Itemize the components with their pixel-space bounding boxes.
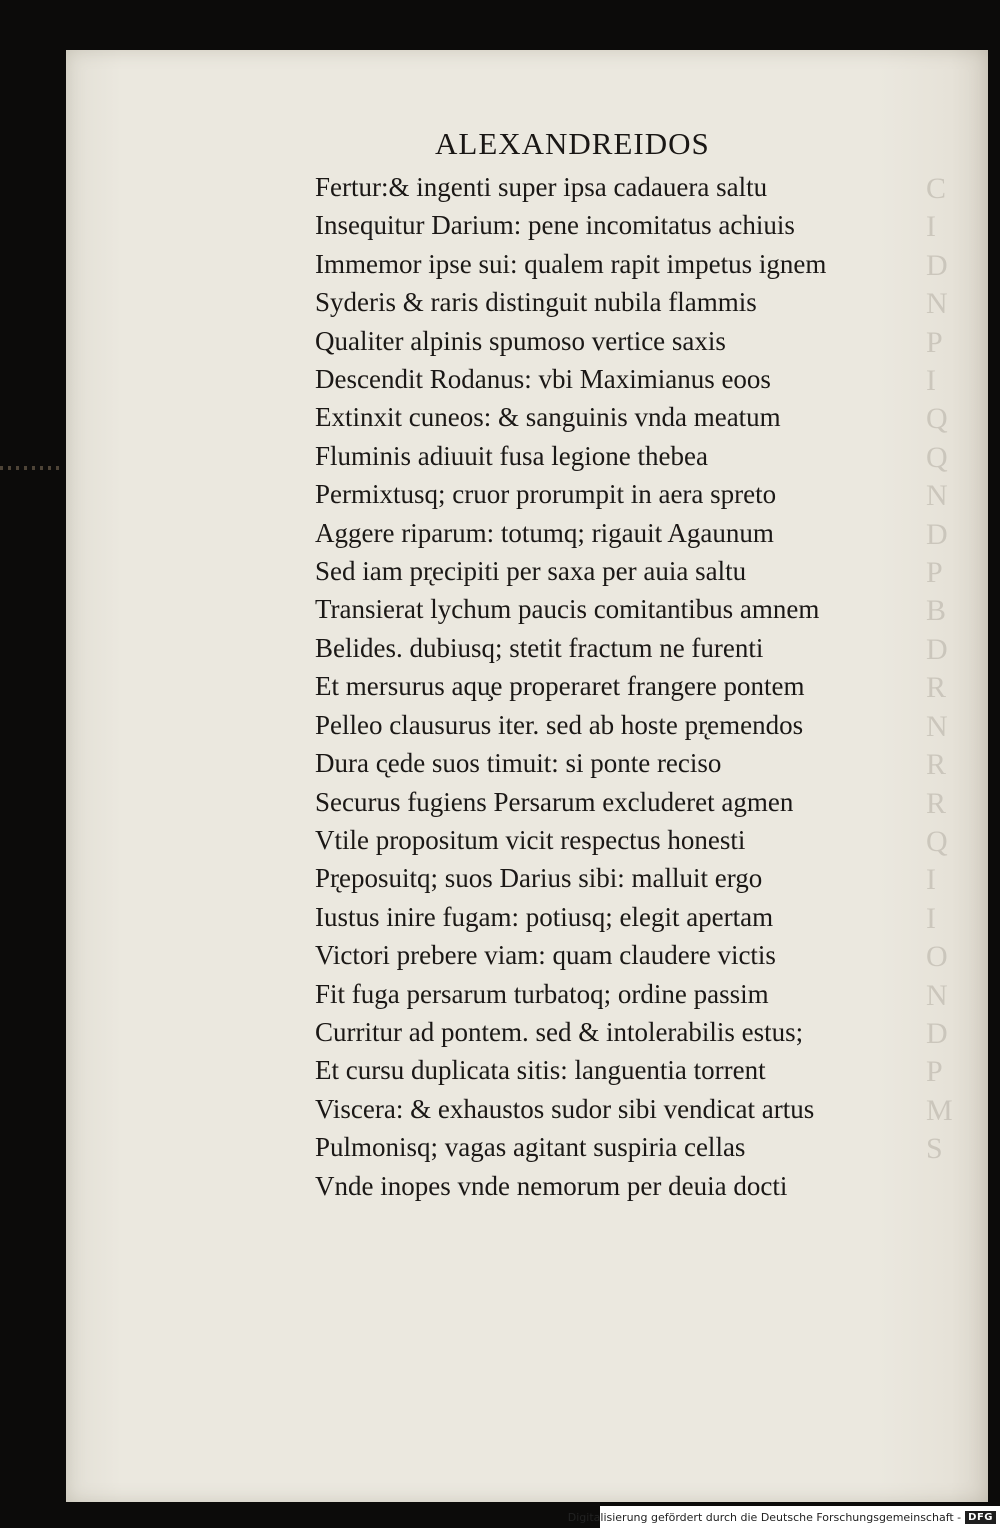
footer-bar: [567, 1506, 1000, 1528]
dfg-logo-icon: DFG: [965, 1511, 996, 1524]
bleed-through-text: C I D N P I Q Q N D P B D R N R R Q I I O N D P M S: [926, 172, 953, 1166]
verse-line: Pulmonisq; vagas agitant suspiria cellas: [315, 1132, 746, 1163]
verse-line: Qualiter alpinis spumoso vertice saxis: [315, 325, 726, 356]
verse-line: Victori prebere viam: quam claudere victis: [315, 940, 776, 971]
verse-line: Extinxit cuneos: & sanguinis vnda meatum: [315, 402, 781, 433]
verse-line: Descendit Rodanus: vbi Maximianus eoos: [315, 364, 771, 395]
verse-line: Pelleo clausurus iter. sed ab hoste pr̨emendos: [315, 709, 804, 740]
verse-line: Fluminis adiuuit fusa legione thebea: [315, 440, 708, 471]
verse-line: Iustus inire fugam: potiusq; elegit apertam: [315, 901, 774, 932]
verse-line: Pr̨eposuitq; suos Darius sibi: malluit ergo: [315, 863, 763, 894]
verse-line: Dura c̨ede suos timuit: si ponte reciso: [315, 748, 722, 779]
verse-list: [315, 168, 826, 1205]
verse-line: Et cursu duplicata sitis: languentia torrent: [315, 1055, 766, 1086]
running-head: ALEXANDREIDOS: [435, 126, 710, 161]
verse-line: Insequitur Darium: pene incomitatus achiuis: [315, 210, 795, 241]
verse-line: Vnde inopes vnde nemorum per deuia docti: [315, 1170, 788, 1201]
verse-line: Viscera: & exhaustos sudor sibi vendicat artus: [315, 1093, 815, 1124]
verse-line: Vtile propositum vicit respectus honesti: [315, 824, 746, 855]
verse-line: Fit fuga persarum turbatoq; ordine passim: [315, 978, 769, 1009]
verse-line: Permixtusq; cruor prorumpit in aera spreto: [315, 479, 777, 510]
verse-line: Curritur ad pontem. sed & intolerabilis estus;: [315, 1016, 804, 1047]
verse-line: Belides. dubiusq; stetit fractum ne furenti: [315, 632, 764, 663]
verse-line: Sed iam pr̨ecipiti per saxa per auia saltu: [315, 556, 747, 587]
verse-line: Syderis & raris distinguit nubila flammis: [315, 287, 757, 318]
verse-line: Transierat lychum paucis comitantibus amnem: [315, 594, 820, 625]
verse-line: Aggere riparum: totumq; rigauit Agaunum: [315, 517, 774, 548]
verse-line: Et mersurus aqu̧e properaret frangere pontem: [315, 671, 805, 702]
verse-line: Immemor ipse sui: qualem rapit impetus ignem: [315, 248, 827, 279]
footer-credit: Digitalisierung gefördert durch die Deutsche Forschungsgemeinschaft -: [567, 1510, 962, 1524]
verse-line: Fertur:& ingenti super ipsa cadauera saltu: [315, 172, 768, 202]
margin-dots: [0, 466, 62, 470]
verse-line: Securus fugiens Persarum excluderet agmen: [315, 786, 794, 817]
